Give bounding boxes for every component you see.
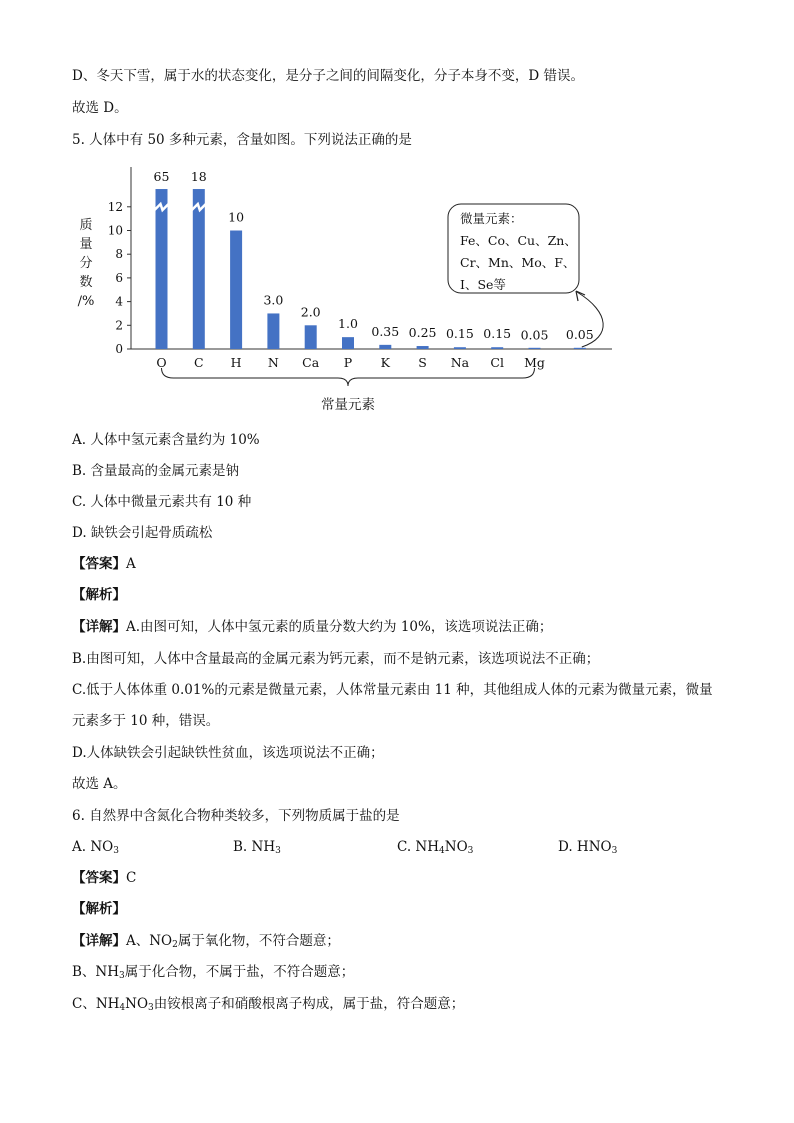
bar (156, 189, 168, 349)
option-a: A. $NO_3$ (72, 839, 119, 856)
question-6-stem: 6. 自然界中含氮化合物种类较多，下列物质属于盐的是 (72, 808, 400, 824)
bar-value-label: 0.35 (371, 323, 400, 339)
detail-line (72, 617, 552, 637)
option-d: D. 缺铁会引起骨质疏松 (72, 525, 213, 541)
callout-text: Cr、Mn、Mo、F、 (460, 255, 576, 270)
answer-value: A (126, 556, 136, 572)
y-tick-label: 4 (115, 294, 123, 309)
bar-value-label: 0.15 (483, 326, 512, 342)
bar (379, 345, 391, 349)
bar-value-label: 65 (153, 169, 170, 185)
callout-text: Fe、Co、Cu、Zn、 (460, 233, 577, 248)
bar (193, 189, 205, 349)
y-tick-label: 12 (107, 199, 123, 214)
bar (574, 348, 586, 349)
answer-tag: 【答案】 (72, 870, 126, 886)
y-axis-label: 数 (79, 275, 93, 290)
bar (454, 347, 466, 349)
x-tick-label: N (267, 355, 279, 370)
answer-value: C (126, 870, 137, 886)
x-tick-label: Ca (302, 355, 320, 370)
question-6-options (72, 837, 712, 857)
bar (491, 347, 503, 349)
option-b: B. 含量最高的金属元素是钠 (72, 463, 240, 479)
option-c: C. $NH_4NO_3$ (397, 839, 474, 856)
text-line: 故选 D。 (72, 100, 128, 116)
option-d: D. $HNO_3$ (558, 839, 618, 856)
detail-line: B.由图可知，人体中含量最高的金属元素为钙元素，而不是钠元素，该选项说法不正确； (72, 651, 600, 667)
detail-tag: 【详解】 (72, 619, 126, 635)
bar-value-label: 0.05 (565, 327, 594, 342)
y-axis-label: 量 (79, 237, 93, 252)
detail-line: C、$NH_4NO_3$由铵根离子和硝酸根离子构成，属于盐，符合题意； (72, 996, 465, 1013)
x-tick-label: H (230, 355, 242, 370)
detail-line: D.人体缺铁会引起缺铁性贫血，该选项说法不正确； (72, 745, 384, 761)
y-tick-label: 10 (107, 223, 123, 238)
x-tick-label: Mg (524, 355, 545, 370)
x-tick-label: C (194, 355, 204, 370)
bar-value-label: 1.0 (338, 316, 358, 332)
bar (529, 348, 541, 349)
bar (230, 231, 242, 350)
x-tick-label: Cl (490, 355, 504, 370)
answer-line (72, 868, 136, 888)
bar-value-label: 3.0 (263, 292, 284, 308)
answer-line (72, 554, 136, 574)
element-content-bar-chart (72, 162, 632, 417)
bar-value-label: 0.05 (520, 327, 549, 343)
option-b: B. $NH_3$ (233, 839, 281, 856)
detail-tag: 【详解】 (72, 933, 126, 949)
brace-label: 常量元素 (321, 397, 375, 413)
y-tick-label: 8 (115, 247, 123, 262)
question-5-stem: 5. 人体中有 50 多种元素，含量如图。下列说法正确的是 (72, 132, 412, 148)
option-c: C. 人体中微量元素共有 10 种 (72, 494, 252, 510)
detail-line: B、$NH_3$属于化合物，不属于盐，不符合题意； (72, 964, 355, 981)
y-axis-label: /% (77, 294, 95, 309)
select-line: 故选 A。 (72, 776, 127, 792)
option-a: A. 人体中氢元素含量约为 10% (72, 432, 260, 448)
analysis-tag: 【解析】 (72, 587, 126, 603)
x-tick-label: K (380, 355, 390, 370)
x-tick-label: O (156, 355, 167, 370)
text-line: D、冬天下雪，属于水的状态变化，是分子之间的间隔变化，分子本身不变，D 错误。 (72, 68, 584, 84)
y-tick-label: 6 (115, 270, 123, 285)
bar (342, 337, 354, 349)
bar-value-label: 18 (190, 169, 207, 185)
x-tick-label: S (418, 355, 427, 370)
x-tick-label: P (343, 355, 353, 370)
brace (162, 368, 535, 386)
detail-line: C.低于人体体重 0.01%的元素是微量元素，人体常量元素由 11 种，其他组成人体的元素为微量元素，微量 (72, 682, 713, 698)
y-tick-label: 2 (115, 318, 123, 333)
y-axis-label: 分 (79, 256, 93, 271)
bar (267, 313, 279, 349)
bar-value-label: 0.15 (445, 326, 474, 342)
x-tick-label: Na (450, 355, 470, 370)
bar (417, 346, 429, 349)
bar-value-label: 0.25 (408, 325, 437, 341)
detail-line: 元素多于 10 种，错误。 (72, 713, 220, 729)
detail-line: 【详解】A、$NO_2$属于氧化物，不符合题意； (72, 933, 340, 950)
callout-text: I、Se等 (460, 277, 506, 292)
y-tick-label: 0 (115, 342, 123, 356)
answer-tag: 【答案】 (72, 556, 126, 572)
analysis-tag: 【解析】 (72, 901, 126, 917)
bar (305, 325, 317, 349)
bar-value-label: 2.0 (300, 304, 321, 320)
y-axis-label: 质 (79, 218, 93, 233)
bar-value-label: 10 (228, 209, 245, 225)
detail-text: A.由图可知，人体中氢元素的质量分数大约为 10%，该选项说法正确； (126, 619, 553, 635)
callout-text: 微量元素： (460, 211, 523, 226)
